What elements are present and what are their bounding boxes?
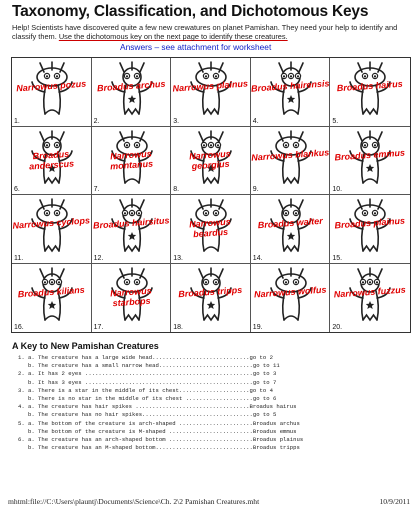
intro-text: Help! Scientists have discovered quite a few new crewatures on planet Pamishan. They need your help to identify and classify them. [12, 23, 398, 42]
creature-number: 19. [252, 324, 263, 331]
footer-date: 10/9/2011 [379, 497, 410, 506]
key-row [18, 395, 410, 403]
creature-cell [92, 195, 172, 264]
footer-path: mhtml:file://C:\Users\plauntj\Documents\Science\Ch. 2\2 Pamishan Creatures.mht [8, 497, 260, 506]
creature-answer: Narrowus beardus [189, 216, 232, 239]
key-choice-text: The bottom of the creature is arch-shaped ......................Broadus archus [38, 419, 300, 427]
creature-answer: Broadus hairensis [250, 78, 330, 94]
creature-cell [171, 264, 251, 333]
creature-answer: Narrowus blankus [250, 146, 330, 163]
key-row [18, 379, 410, 387]
creature-answer: Narrowus montanus [109, 148, 153, 171]
creature-number: 9. [252, 186, 259, 193]
creature-cell [251, 58, 331, 127]
creature-number: 5. [332, 117, 339, 125]
creature-number: 3. [173, 117, 180, 125]
creature-answer: Broadus kilians [17, 284, 86, 299]
creature-number: 12. [93, 254, 104, 262]
creature-cell [12, 195, 92, 264]
creature-cell [330, 264, 410, 333]
creature-answer: Broadus tripps [178, 284, 243, 299]
key-title: A Key to New Pamishan Creatures [12, 341, 159, 351]
creature-number: 15. [332, 254, 343, 262]
key-choice-letter: a. [28, 370, 35, 378]
key-choice-letter: a. [28, 436, 35, 444]
key-step-number [18, 379, 28, 387]
key-row [18, 362, 410, 370]
intro-instruction: Use the dichotomous key on the next page to identify these creatures. [58, 32, 288, 42]
creature-cell [12, 264, 92, 333]
creature-cell [330, 127, 410, 196]
creature-number: 2. [93, 117, 100, 125]
dichotomous-key [18, 354, 410, 452]
creature-number: 4. [252, 117, 259, 125]
creature-answer: Broadus hairus [336, 78, 404, 94]
key-choice-text: The creature has hair spikes ..................................Broadus hairus [38, 403, 297, 411]
creature-number: 1. [14, 117, 20, 125]
creature-number: 10. [332, 186, 343, 193]
key-choice-text: It has 3 eyes ..................................................go to 7 [38, 378, 277, 386]
creature-cell [251, 127, 331, 196]
creature-number: 14. [252, 254, 263, 262]
key-step-number: 2. [18, 370, 25, 378]
creature-cell [92, 127, 172, 196]
key-row [18, 444, 410, 452]
key-row [18, 387, 410, 395]
creature-answer: Broadus emmus [334, 147, 406, 162]
key-choice-letter: a. [28, 403, 35, 411]
key-choice-text: There is a star in the middle of its chest.....................go to 4 [38, 386, 273, 394]
creature-number: 7. [93, 186, 100, 193]
page-title: Taxonomy, Classification, and Dichotomous Keys [12, 3, 369, 20]
creature-answer: Broadus plainus [334, 215, 406, 231]
key-step-number: 5. [18, 419, 25, 427]
key-row [18, 436, 410, 444]
creature-answer: Broadus archus [96, 78, 166, 94]
key-row [18, 403, 410, 411]
creature-number: 11. [14, 254, 24, 262]
creature-cell [251, 195, 331, 264]
creature-cell [12, 58, 92, 127]
key-choice-letter: a. [28, 386, 35, 394]
key-choice-letter: a. [28, 419, 35, 427]
creature-cell [12, 127, 92, 196]
key-choice-text: The bottom of the creature is M-shaped .........................Broadus emmus [38, 427, 297, 435]
creature-cell [92, 264, 172, 333]
creature-number: 17. [93, 324, 104, 331]
key-choice-text: It has 2 eyes ..................................................go to 3 [38, 370, 277, 378]
creature-answer: Narrowus starbops [109, 285, 152, 308]
key-choice-text: The creature has an arch-shaped bottom .........................Broadus plainus [38, 436, 304, 444]
creature-answer: Broadus hairsitus [92, 215, 170, 231]
key-choice-text: The creature has a large wide head.............................go to 2 [38, 354, 273, 361]
creature-answer: Narrowus wolfus [253, 283, 327, 300]
key-choice-text: The creature has a small narrow head............................go to 11 [38, 362, 280, 370]
key-step-number [18, 428, 28, 436]
key-choice-letter: b. [28, 395, 35, 403]
creature-number: 20. [332, 324, 343, 331]
creature-answer: Narrowus georgius [189, 148, 232, 171]
key-choice-letter: b. [28, 427, 35, 435]
intro-paragraph [12, 23, 410, 41]
key-row [18, 370, 410, 378]
creature-cell [171, 195, 251, 264]
creature-cell [171, 58, 251, 127]
creature-number: 18. [173, 324, 183, 331]
creature-cell [330, 195, 410, 264]
key-step-number: 1. [18, 354, 25, 361]
creature-grid [11, 57, 411, 333]
key-step-number: 3. [18, 386, 25, 394]
key-choice-text: There is no star in the middle of its chest ....................go to 6 [38, 395, 277, 403]
key-step-number: 6. [18, 436, 25, 444]
key-choice-letter: b. [28, 411, 35, 419]
creature-cell [171, 127, 251, 196]
creature-answer: Narrowus plainus [172, 78, 249, 94]
creature-number: 6. [14, 186, 20, 193]
creature-answer: Broadus anderscus [28, 148, 75, 171]
creature-cell [330, 58, 410, 127]
key-choice-letter: b. [28, 378, 35, 386]
key-row [18, 411, 410, 419]
key-row [18, 420, 410, 428]
answers-note: Answers – see attachment for worksheet [120, 42, 272, 52]
creature-answer: Narrowus fuzzus [333, 284, 407, 300]
creature-answer: Narrowus cyclops [12, 215, 91, 231]
creature-number: 8. [173, 186, 180, 193]
key-choice-text: The creature has an M-shaped bottom.............................Broadus tripps [38, 444, 300, 452]
key-step-number [18, 411, 28, 419]
key-step-number [18, 444, 28, 452]
key-choice-letter: b. [28, 362, 35, 370]
key-step-number [18, 362, 28, 370]
key-row [18, 428, 410, 436]
creature-cell [92, 58, 172, 127]
creature-number: 13. [173, 254, 183, 262]
creature-number: 16. [14, 324, 24, 331]
creature-answer: Narrowus pozus [15, 78, 87, 94]
creature-answer: Broadus walter [257, 215, 323, 231]
key-choice-letter: a. [28, 354, 35, 361]
key-choice-text: The creature has no hair spikes.................................go to 5 [38, 411, 277, 419]
key-step-number: 4. [18, 403, 25, 411]
creature-cell [251, 264, 331, 333]
key-row [18, 354, 410, 362]
key-choice-letter: b. [28, 444, 35, 452]
key-step-number [18, 395, 28, 403]
